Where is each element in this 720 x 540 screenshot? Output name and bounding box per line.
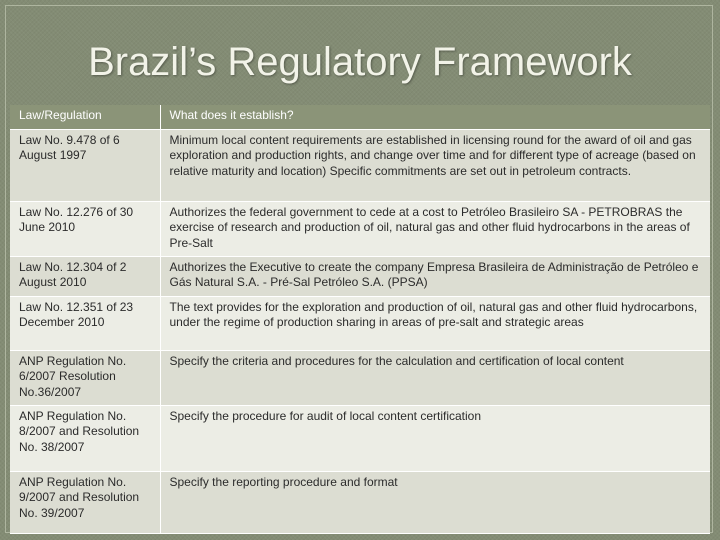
description-cell: Minimum local content requirements are established in licensing round for the award of oil and gas exploration and production rights, and change over time and for different type of acreage (based on relative maturity and location) Specific commitments are set out in petroleum contracts.: [160, 129, 710, 201]
law-cell: ANP Regulation No. 9/2007 and Resolution No. 39/2007: [10, 471, 160, 533]
law-cell: Law No. 12.304 of 2 August 2010: [10, 256, 160, 296]
table-row: [10, 256, 710, 296]
regulatory-framework-table: [10, 105, 710, 534]
header-what-establish: What does it establish?: [160, 105, 710, 129]
law-cell: Law No. 12.276 of 30 June 2010: [10, 201, 160, 256]
slide-title: Brazil’s Regulatory Framework: [88, 40, 632, 84]
description-cell: Specify the reporting procedure and format: [160, 471, 710, 533]
law-cell: ANP Regulation No. 6/2007 Resolution No.36/2007: [10, 350, 160, 405]
table-row: [10, 296, 710, 350]
table-row: [10, 405, 710, 471]
description-cell: Authorizes the Executive to create the company Empresa Brasileira de Administração de Petróleo e Gás Natural S.A. - Pré-Sal Petróleo S.A. (PPSA): [160, 256, 710, 296]
table-row: [10, 129, 710, 201]
law-cell: ANP Regulation No. 8/2007 and Resolution No. 38/2007: [10, 405, 160, 471]
header-law-regulation: Law/Regulation: [10, 105, 160, 129]
table-row: [10, 201, 710, 256]
law-cell: Law No. 12.351 of 23 December 2010: [10, 296, 160, 350]
table-row: [10, 471, 710, 533]
law-cell: Law No. 9.478 of 6 August 1997: [10, 129, 160, 201]
description-cell: Specify the criteria and procedures for the calculation and certification of local content: [160, 350, 710, 405]
table-header-row: [10, 105, 710, 129]
table-row: [10, 350, 710, 405]
description-cell: Authorizes the federal government to cede at a cost to Petróleo Brasileiro SA - PETROBRAS the exercise of research and production of oil, natural gas and other fluid hydrocarbons in the areas of Pre-Salt: [160, 201, 710, 256]
description-cell: The text provides for the exploration and production of oil, natural gas and other fluid hydrocarbons, under the regime of production sharing in areas of pre-salt and strategic areas: [160, 296, 710, 350]
description-cell: Specify the procedure for audit of local content certification: [160, 405, 710, 471]
